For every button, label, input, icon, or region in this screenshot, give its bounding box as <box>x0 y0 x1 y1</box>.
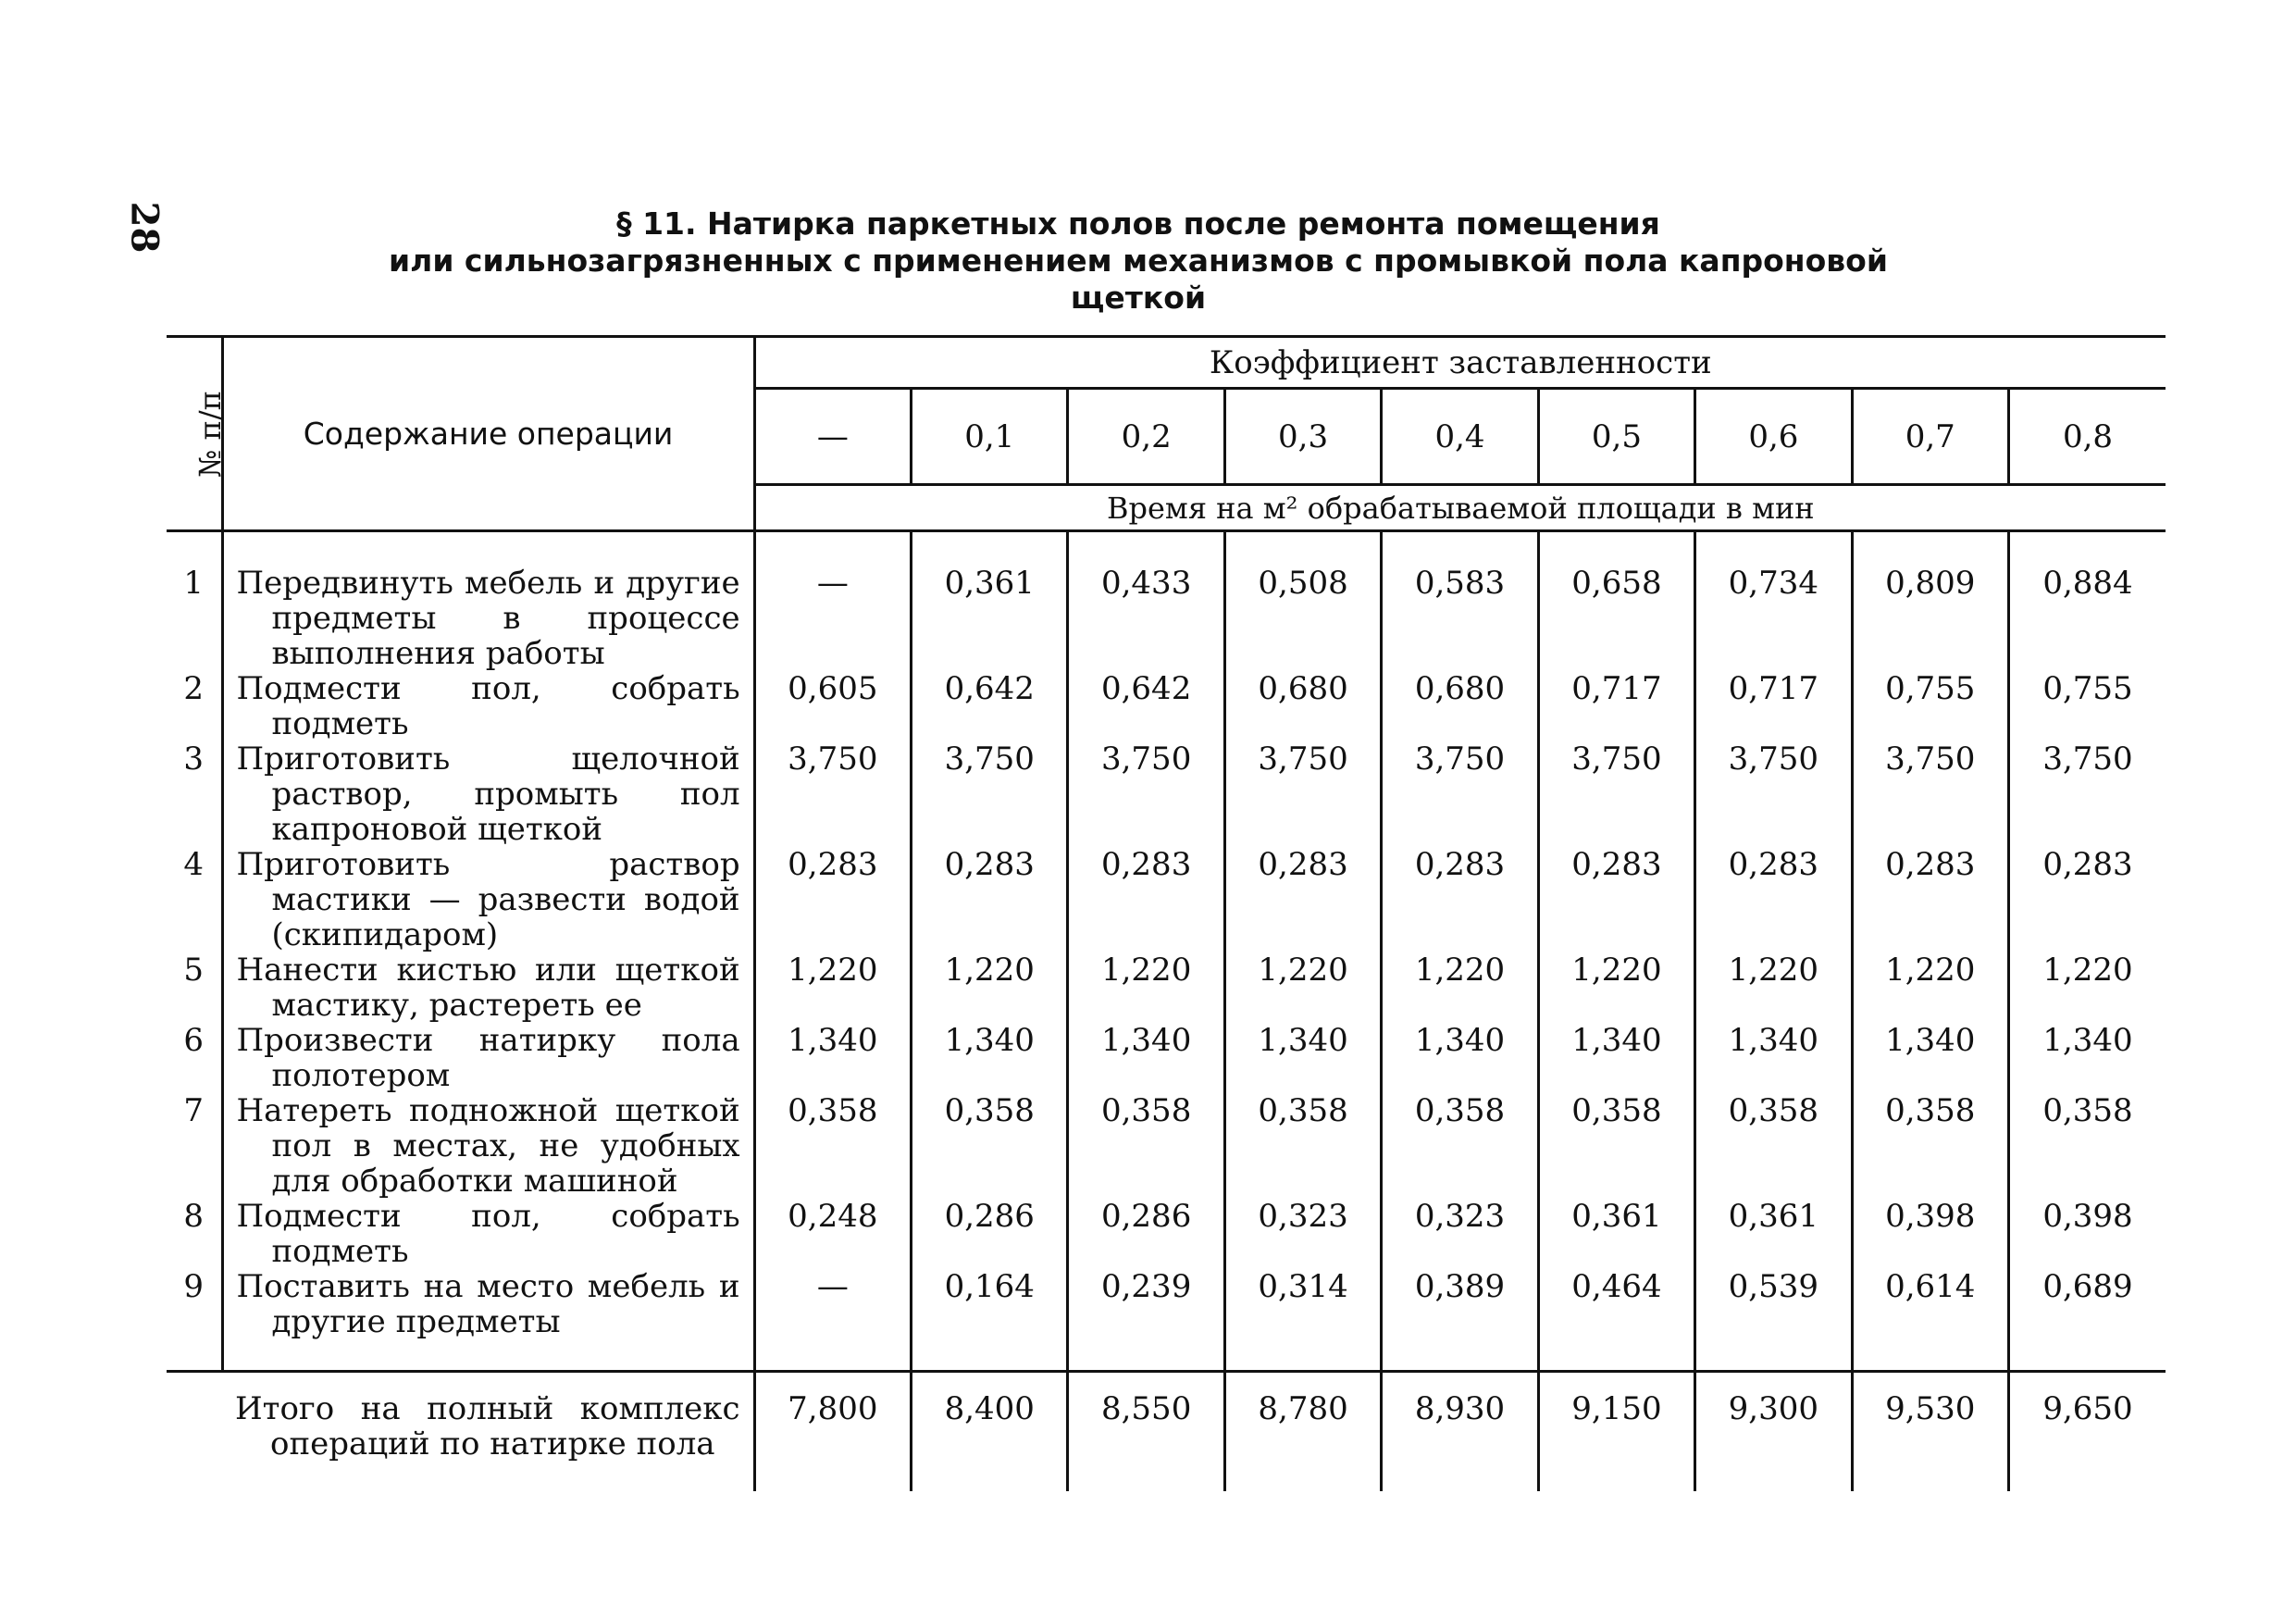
page-number: 28 <box>122 201 167 254</box>
table-row <box>167 1199 2166 1269</box>
operation-text: Подмести пол, собрать подметь <box>236 670 740 742</box>
title-line-1: § 11. Натирка паркетных полов после ремонта помещения <box>616 205 1660 242</box>
time-value: 0,658 <box>1538 531 1694 672</box>
time-value: 3,750 <box>1068 741 1224 847</box>
coef-header: Коэффициент заставленности <box>754 337 2166 389</box>
time-value: 0,283 <box>2008 847 2166 952</box>
time-value: 0,361 <box>912 531 1068 672</box>
table-row <box>167 671 2166 741</box>
time-value: 3,750 <box>1224 741 1381 847</box>
time-value: 1,340 <box>1224 1023 1381 1093</box>
time-value: 0,358 <box>754 1093 911 1199</box>
operation-text: Приготовить щелочной раствор, промыть пол капроновой щеткой <box>236 741 740 848</box>
time-value: 0,642 <box>1068 671 1224 741</box>
time-value: 0,286 <box>1068 1199 1224 1269</box>
time-value: 0,689 <box>2008 1269 2166 1371</box>
time-value: 3,750 <box>754 741 911 847</box>
time-value: 0,283 <box>1538 847 1694 952</box>
total-label: Итого на полный комплекс операций по натирке пола <box>235 1389 740 1462</box>
row-number: 4 <box>183 846 205 883</box>
time-value: 1,340 <box>912 1023 1068 1093</box>
time-value: 0,358 <box>1068 1093 1224 1199</box>
row-number: 3 <box>183 741 205 778</box>
time-value: 0,358 <box>1382 1093 1538 1199</box>
time-value: 0,755 <box>1852 671 2008 741</box>
time-value: 1,340 <box>1695 1023 1852 1093</box>
time-value: 0,464 <box>1538 1269 1694 1371</box>
time-value: 0,717 <box>1538 671 1694 741</box>
total-value: 9,530 <box>1852 1371 2008 1491</box>
time-value: 0,283 <box>1068 847 1224 952</box>
time-value: 0,642 <box>912 671 1068 741</box>
coef-value: 0,8 <box>2008 389 2166 485</box>
coef-value: 0,7 <box>1852 389 2008 485</box>
table-row <box>167 741 2166 847</box>
time-value: 3,750 <box>1695 741 1852 847</box>
total-value: 9,650 <box>2008 1371 2166 1491</box>
row-number: 6 <box>183 1022 205 1059</box>
time-value: 1,340 <box>2008 1023 2166 1093</box>
table-row <box>167 847 2166 952</box>
time-value: — <box>754 1269 911 1371</box>
operation-text: Подмести пол, собрать подметь <box>236 1198 740 1270</box>
time-value: 0,680 <box>1224 671 1381 741</box>
coef-value: 0,6 <box>1695 389 1852 485</box>
time-value: 0,755 <box>2008 671 2166 741</box>
time-value: 0,358 <box>1695 1093 1852 1199</box>
total-row <box>167 1371 2166 1491</box>
row-number: 1 <box>183 565 205 602</box>
time-value: 0,314 <box>1224 1269 1381 1371</box>
time-value: 0,358 <box>912 1093 1068 1199</box>
time-value: 3,750 <box>1852 741 2008 847</box>
time-value: 1,220 <box>754 952 911 1023</box>
time-value: — <box>754 531 911 672</box>
time-value: 1,220 <box>1695 952 1852 1023</box>
col-num-header: № п/п <box>167 337 222 531</box>
time-value: 0,283 <box>1695 847 1852 952</box>
table-row <box>167 531 2166 672</box>
time-value: 0,283 <box>1224 847 1381 952</box>
time-value: 1,340 <box>754 1023 911 1093</box>
operation-text: Передвинуть мебель и другие предметы в процессе выполнения работы <box>236 565 740 672</box>
row-number: 2 <box>183 670 205 707</box>
time-value: 0,884 <box>2008 531 2166 672</box>
col-op-header: Содержание операции <box>222 337 754 531</box>
time-value: 1,220 <box>2008 952 2166 1023</box>
time-value: 1,340 <box>1852 1023 2008 1093</box>
time-value: 0,323 <box>1224 1199 1381 1269</box>
total-value: 7,800 <box>754 1371 911 1491</box>
table-row <box>167 1269 2166 1371</box>
time-value: 3,750 <box>912 741 1068 847</box>
time-value: 0,614 <box>1852 1269 2008 1371</box>
row-number: 9 <box>183 1268 205 1305</box>
time-value: 0,283 <box>912 847 1068 952</box>
operation-text: Приготовить раствор мастики — развести водой (скипидаром) <box>236 846 740 953</box>
time-value: 0,583 <box>1382 531 1538 672</box>
time-header: Время на м² обрабатываемой площади в мин <box>754 485 2166 531</box>
total-value: 8,930 <box>1382 1371 1538 1491</box>
total-value: 9,300 <box>1695 1371 1852 1491</box>
time-value: 0,398 <box>2008 1199 2166 1269</box>
coef-value: — <box>754 389 911 485</box>
time-value: 0,680 <box>1382 671 1538 741</box>
total-value: 8,400 <box>912 1371 1068 1491</box>
time-value: 3,750 <box>2008 741 2166 847</box>
time-value: 0,809 <box>1852 531 2008 672</box>
time-value: 0,358 <box>2008 1093 2166 1199</box>
total-value: 8,780 <box>1224 1371 1381 1491</box>
coef-value: 0,5 <box>1538 389 1694 485</box>
time-value: 0,239 <box>1068 1269 1224 1371</box>
coef-value: 0,4 <box>1382 389 1538 485</box>
row-number: 5 <box>183 952 205 989</box>
time-value: 0,248 <box>754 1199 911 1269</box>
time-value: 0,286 <box>912 1199 1068 1269</box>
time-value: 1,220 <box>1852 952 2008 1023</box>
table-row <box>167 952 2166 1023</box>
time-value: 0,164 <box>912 1269 1068 1371</box>
time-value: 0,358 <box>1852 1093 2008 1199</box>
time-value: 0,398 <box>1852 1199 2008 1269</box>
time-value: 3,750 <box>1382 741 1538 847</box>
operation-text: Произвести натирку пола полотером <box>236 1022 740 1094</box>
time-value: 0,717 <box>1695 671 1852 741</box>
total-value: 9,150 <box>1538 1371 1694 1491</box>
coef-value: 0,3 <box>1224 389 1381 485</box>
time-value: 1,220 <box>912 952 1068 1023</box>
time-value: 0,283 <box>754 847 911 952</box>
time-value: 0,283 <box>1382 847 1538 952</box>
time-value: 0,734 <box>1695 531 1852 672</box>
time-value: 0,433 <box>1068 531 1224 672</box>
time-value: 1,220 <box>1224 952 1381 1023</box>
table-row <box>167 1023 2166 1093</box>
section-title <box>352 205 1925 317</box>
operation-text: Поставить на место мебель и другие предметы <box>236 1268 740 1340</box>
time-value: 0,358 <box>1538 1093 1694 1199</box>
time-value: 1,220 <box>1382 952 1538 1023</box>
time-value: 0,605 <box>754 671 911 741</box>
time-value: 0,508 <box>1224 531 1381 672</box>
time-value: 1,340 <box>1538 1023 1694 1093</box>
operation-text: Натереть подножной щеткой пол в местах, не удобных для обработки машиной <box>236 1092 740 1200</box>
time-value: 0,361 <box>1695 1199 1852 1269</box>
time-value: 0,361 <box>1538 1199 1694 1269</box>
operation-text: Нанести кистью или щеткой мастику, растереть ее <box>236 952 740 1024</box>
time-value: 1,340 <box>1382 1023 1538 1093</box>
time-value: 1,220 <box>1068 952 1224 1023</box>
coef-value: 0,1 <box>912 389 1068 485</box>
time-value: 1,340 <box>1068 1023 1224 1093</box>
time-value: 1,220 <box>1538 952 1694 1023</box>
time-value: 0,389 <box>1382 1269 1538 1371</box>
time-value: 3,750 <box>1538 741 1694 847</box>
total-value: 8,550 <box>1068 1371 1224 1491</box>
title-line-2: или сильнозагрязненных с применением механизмов с промывкой пола капроновой щеткой <box>389 243 1888 316</box>
table-row <box>167 1093 2166 1199</box>
coef-value: 0,2 <box>1068 389 1224 485</box>
norms-table <box>167 335 2166 1491</box>
row-number: 7 <box>183 1092 205 1129</box>
time-value: 0,539 <box>1695 1269 1852 1371</box>
time-value: 0,283 <box>1852 847 2008 952</box>
time-value: 0,358 <box>1224 1093 1381 1199</box>
time-value: 0,323 <box>1382 1199 1538 1269</box>
row-number: 8 <box>183 1198 205 1235</box>
